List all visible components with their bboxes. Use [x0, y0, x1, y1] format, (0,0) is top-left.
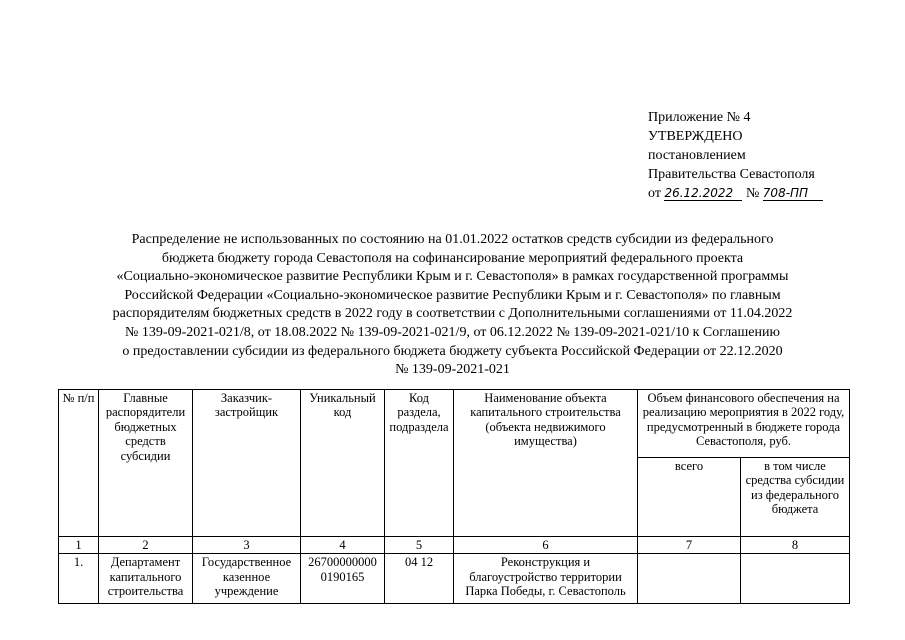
from-prefix: от	[648, 186, 661, 201]
row-num: 1.	[59, 554, 99, 604]
header-funding: Объем финансового обеспечения на реализацию мероприятия в 2022 году, предусмотренный в бюджете города Севастополя, руб.	[638, 390, 850, 458]
header-section: Код раздела, подраздела	[385, 390, 454, 537]
column-number: 8	[741, 537, 850, 554]
document-title	[60, 231, 845, 380]
row-total	[638, 554, 741, 604]
column-number: 5	[385, 537, 454, 554]
column-number: 6	[454, 537, 638, 554]
column-number: 7	[638, 537, 741, 554]
row-object: Реконструкция и благоустройство территории Парка Победы, г. Севастополь	[454, 554, 638, 604]
title-line: «Социально-экономическое развитие Республики Крым и г. Севастополя» в рамках государственной программы	[116, 269, 789, 285]
row-section: 04 12	[385, 554, 454, 604]
title-line: распорядителям бюджетных средств в 2022 году в соответствии с Дополнительными соглашениями от 11.04.2022	[112, 306, 793, 322]
column-number: 2	[99, 537, 193, 554]
title-line: Российской Федерации «Социально-экономическое развитие Республики Крым и г. Севастополя» по главным	[124, 287, 781, 303]
row-code: 26700000000 0190165	[301, 554, 385, 604]
number-prefix: №	[745, 186, 760, 201]
decree-number: 708-ПП	[763, 186, 823, 201]
column-number-row	[59, 537, 850, 554]
appendix-number: Приложение № 4	[648, 110, 751, 125]
decree-date: 26.12.2022	[664, 186, 742, 201]
distribution-table	[58, 389, 850, 604]
row-federal	[741, 554, 850, 604]
approval-block	[648, 108, 893, 203]
title-line: Распределение не использованных по состоянию на 01.01.2022 остатков средств субсидии из федерального	[131, 232, 774, 247]
column-number: 4	[301, 537, 385, 554]
header-total: всего	[638, 458, 741, 537]
header-customer: Заказчик-застройщик	[193, 390, 301, 537]
title-line: № 139-09-2021-021/8, от 18.08.2022 № 139-09-2021-021/9, от 06.12.2022 № 139-09-2021-021/10 к Соглашению	[125, 324, 780, 340]
header-federal: в том числе средства субсидии из федерального бюджета	[741, 458, 850, 537]
header-code: Уникальный код	[301, 390, 385, 537]
decree-label: постановлением	[648, 148, 746, 163]
title-line: о предоставлении субсидии из федерального бюджета бюджету субъекта Российской Федерации от 22.12.2020	[122, 343, 783, 359]
header-managers: Главные распорядители бюджетных средств субсидии	[99, 390, 193, 537]
column-number: 1	[59, 537, 99, 554]
title-line: бюджета бюджету города Севастополя на софинансирование мероприятий федерального проекта	[161, 250, 744, 266]
government-label: Правительства Севастополя	[648, 167, 815, 182]
column-number: 3	[193, 537, 301, 554]
decree-date-line	[648, 184, 893, 203]
row-customer: Государственное казенное учреждение	[193, 554, 301, 604]
table-row	[59, 554, 850, 604]
header-object: Наименование объекта капитального строительства (объекта недвижимого имущества)	[454, 390, 638, 537]
header-num: № п/п	[59, 390, 99, 537]
row-manager: Департамент капитального строительства	[99, 554, 193, 604]
title-line: № 139-09-2021-021	[395, 362, 510, 378]
approved-label: УТВЕРЖДЕНО	[648, 129, 743, 144]
